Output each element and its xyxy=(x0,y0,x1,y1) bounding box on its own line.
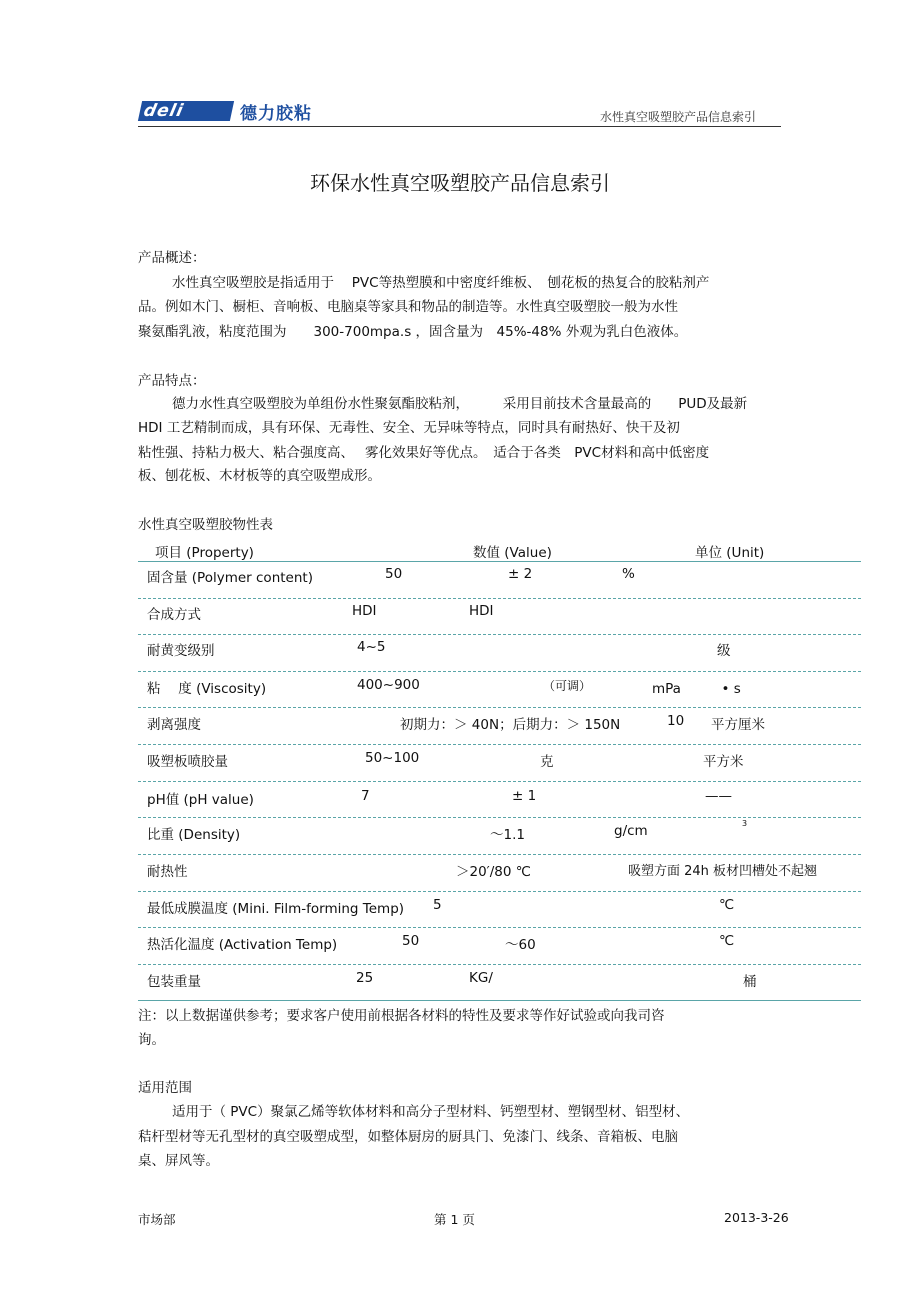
table-cell: 级 xyxy=(717,643,731,659)
table-rule xyxy=(138,598,861,599)
table-cell: ± 2 xyxy=(508,566,533,582)
table-rule xyxy=(138,817,861,818)
table-cell: 克 xyxy=(540,754,554,770)
table-cell: 最低成膜温度 (Mini. Film-forming Temp) xyxy=(147,901,405,917)
overview-heading: 产品概述： xyxy=(138,250,206,266)
table-cell: 比重 (Density) xyxy=(147,827,241,843)
table-cell: ～1.1 xyxy=(490,827,525,843)
table-cell: 25 xyxy=(356,970,374,986)
table-cell: 400~900 xyxy=(357,677,420,693)
table-cell: 吸塑方面 24h 板材凹槽处不起翘 xyxy=(628,864,818,879)
table-cell: HDI xyxy=(352,603,377,619)
table-cell: 初期力：＞ 40N；后期力：＞ 150N xyxy=(400,717,621,733)
table-rule xyxy=(138,561,861,562)
overview-line: 聚氨酯乳液，粘度范围为 300-700mpa.s ，固含量为 45%-48% 外观为乳白色液体。 xyxy=(138,324,688,340)
page-title: 环保水性真空吸塑胶产品信息索引 xyxy=(310,171,610,195)
table-cell: KG/ xyxy=(469,970,493,986)
footer-date: 2013-3-26 xyxy=(724,1210,789,1225)
company-logo xyxy=(140,100,312,122)
table-cell: 热活化温度 (Activation Temp) xyxy=(147,937,338,953)
scope-line: 适用于（ PVC）聚氯乙烯等软体材料和高分子型材料、钙塑型材、塑钢型材、铝型材、 xyxy=(172,1104,690,1120)
table-header-value: 数值 (Value) xyxy=(473,545,552,561)
table-cell: ℃ xyxy=(719,897,735,913)
features-line: HDI 工艺精制而成，具有环保、无毒性、安全、无异味等特点，同时具有耐热好、快干及初 xyxy=(138,420,680,436)
table-cell: ＞20′/80 ℃ xyxy=(456,864,531,880)
scope-line: 桌、屏风等。 xyxy=(138,1153,219,1169)
table-rule xyxy=(138,854,861,855)
footer-page-number: 第 1 页 xyxy=(434,1212,475,1227)
logo-chinese-name: 德力胶粘 xyxy=(240,103,312,124)
table-cell: pH值 (pH value) xyxy=(147,792,254,808)
table-rule xyxy=(138,707,861,708)
table-cell: （可调） xyxy=(543,679,592,693)
scope-line: 秸杆型材等无孔型材的真空吸塑成型，如整体厨房的厨具门、免漆门、线条、音箱板、电脑 xyxy=(138,1129,678,1145)
table-header-unit: 单位 (Unit) xyxy=(695,545,765,561)
overview-line: 品。例如木门、橱柜、音响板、电脑桌等家具和物品的制造等。水性真空吸塑胶一般为水性 xyxy=(138,299,678,315)
table-cell: 10 xyxy=(667,713,685,729)
features-line: 板、刨花板、木材板等的真空吸塑成形。 xyxy=(138,468,381,484)
table-rule xyxy=(138,744,861,745)
table-cell-superscript: 3 xyxy=(742,819,748,828)
table-cell: 剥离强度 xyxy=(147,717,201,733)
features-line: 粘性强、持粘力极大、粘合强度高、 雾化效果好等优点。 适合于各类 PVC材料和高中低密度 xyxy=(138,445,710,461)
note-line: 注：以上数据谨供参考；要求客户使用前根据各材料的特性及要求等作好试验或向我司咨 xyxy=(138,1008,665,1024)
table-rule xyxy=(138,781,861,782)
table-rule xyxy=(138,634,861,635)
logo-mark: deli xyxy=(138,101,234,121)
table-cell: ± 1 xyxy=(512,788,537,804)
note-line: 询。 xyxy=(138,1032,165,1048)
table-cell: HDI xyxy=(469,603,494,619)
table-cell: ℃ xyxy=(719,933,735,949)
table-cell: 耐黄变级别 xyxy=(147,643,215,659)
table-cell: 4~5 xyxy=(357,639,386,655)
table-cell: 耐热性 xyxy=(147,864,188,880)
table-cell: % xyxy=(622,566,635,582)
table-rule xyxy=(138,891,861,892)
table-cell: 桶 xyxy=(743,974,757,990)
table-rule xyxy=(138,927,861,928)
table-cell: 粘 度 (Viscosity) xyxy=(147,681,267,697)
footer-department: 市场部 xyxy=(138,1212,176,1227)
table-cell: 包装重量 xyxy=(147,974,201,990)
table-rule xyxy=(138,1000,861,1001)
table-cell: 50~100 xyxy=(365,750,420,766)
header-title: 水性真空吸塑胶产品信息索引 xyxy=(600,110,757,124)
table-cell: 7 xyxy=(361,788,370,804)
overview-line: 水性真空吸塑胶是指适用于 PVC等热塑膜和中密度纤维板、 刨花板的热复合的胶粘剂产 xyxy=(172,275,710,291)
table-cell: 吸塑板喷胶量 xyxy=(147,754,228,770)
table-rule xyxy=(138,671,861,672)
scope-heading: 适用范围 xyxy=(138,1080,192,1096)
table-cell: —— xyxy=(705,788,732,804)
table-cell: 合成方式 xyxy=(147,607,201,623)
features-heading: 产品特点： xyxy=(138,373,206,389)
header-divider xyxy=(138,126,781,127)
table-rule xyxy=(138,964,861,965)
table-cell: 平方厘米 xyxy=(711,717,765,733)
table-caption: 水性真空吸塑胶物性表 xyxy=(138,517,273,533)
table-cell: 5 xyxy=(433,897,442,913)
features-line: 德力水性真空吸塑胶为单组份水性聚氨酯胶粘剂， 采用目前技术含量最高的 PUD及最新 xyxy=(172,396,748,412)
table-cell: g/cm xyxy=(614,823,648,839)
table-cell: 50 xyxy=(402,933,420,949)
table-header-property: 项目 (Property) xyxy=(155,545,254,561)
table-cell: 固含量 (Polymer content) xyxy=(147,570,313,586)
table-cell: mPa • s xyxy=(652,681,741,697)
table-cell: ～60 xyxy=(505,937,536,953)
table-cell: 50 xyxy=(385,566,403,582)
table-cell: 平方米 xyxy=(703,754,744,770)
